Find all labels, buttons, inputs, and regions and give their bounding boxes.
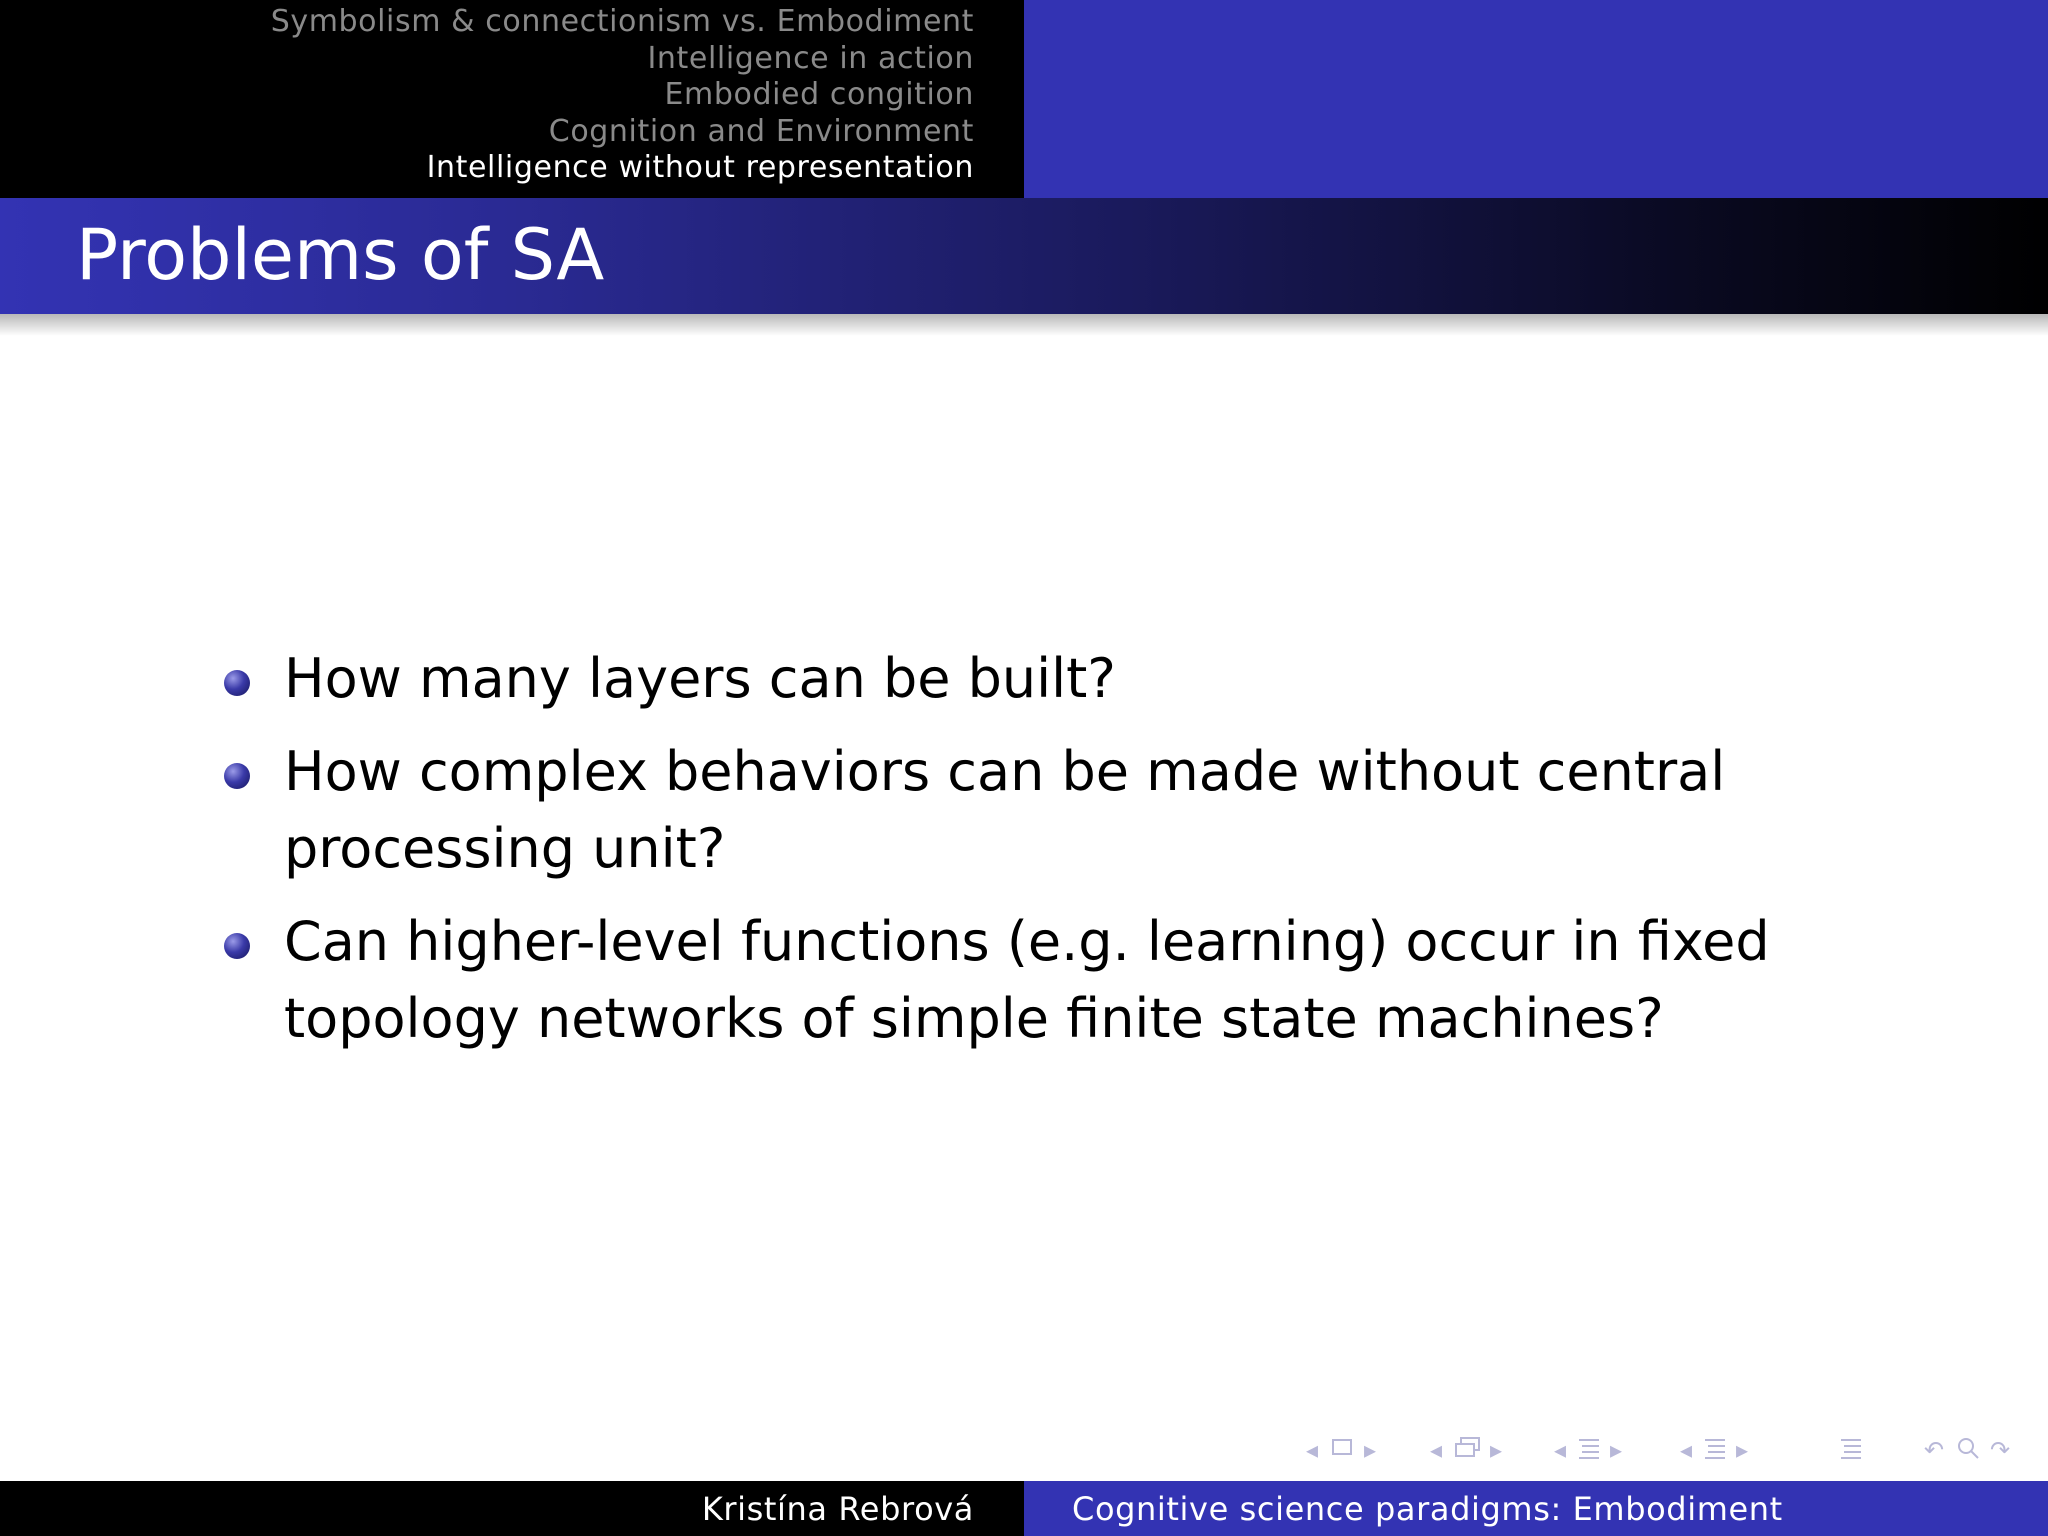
section-icon[interactable] [1576,1436,1602,1466]
bullet-ball-icon [224,763,250,789]
frame-title: Problems of SA [76,214,605,296]
section-link-embodied-cognition[interactable]: Embodied congition [664,77,974,113]
subsection-icon[interactable] [1452,1436,1484,1466]
section-link-intelligence-without-representation[interactable]: Intelligence without representation [426,150,974,186]
next-arrow-icon[interactable]: ▸ [1736,1436,1749,1464]
prev-arrow-icon[interactable]: ◂ [1680,1436,1693,1464]
title-bar-shadow [0,314,2048,336]
header-right-panel [1024,0,2048,198]
bullet-ball-icon [224,933,250,959]
prev-arrow-icon[interactable]: ◂ [1306,1436,1319,1464]
outline-icon[interactable] [1702,1436,1728,1466]
bullet-text: How complex behaviors can be made without central processing unit? [284,740,1726,880]
prev-arrow-icon[interactable]: ◂ [1554,1436,1567,1464]
next-arrow-icon[interactable]: ▸ [1490,1436,1503,1464]
section-link-intelligence-in-action[interactable]: Intelligence in action [647,40,974,76]
navigation-symbols [1300,1434,2040,1470]
next-arrow-icon[interactable]: ▸ [1610,1436,1623,1464]
bullet-list [222,640,1842,1073]
bullet-text: How many layers can be built? [284,647,1116,710]
section-list [271,4,974,187]
bullet-ball-icon [224,670,250,696]
back-icon[interactable]: ↶ [1924,1436,1945,1464]
author-name: Kristína Rebrová [701,1490,974,1528]
bullet-text: Can higher-level functions (e.g. learning) occur in fixed topology networks of simple finite state machines? [284,910,1770,1050]
toc-icon[interactable] [1838,1436,1864,1466]
list-item [222,640,1842,717]
list-item [222,903,1842,1057]
talk-title: Cognitive science paradigms: Embodiment [1072,1490,1783,1528]
footer-author-panel [0,1481,1024,1536]
prev-arrow-icon[interactable]: ◂ [1430,1436,1443,1464]
list-item [222,733,1842,887]
frame-icon[interactable] [1330,1436,1354,1464]
search-icon[interactable] [1956,1436,1980,1466]
footer-title-panel [1024,1481,2048,1536]
section-link-cognition-environment[interactable]: Cognition and Environment [548,113,974,149]
forward-icon[interactable]: ↷ [1990,1436,2011,1464]
section-link-symbolism[interactable]: Symbolism & connectionism vs. Embodiment [270,4,974,39]
next-arrow-icon[interactable]: ▸ [1364,1436,1377,1464]
section-navigation [0,0,1024,198]
